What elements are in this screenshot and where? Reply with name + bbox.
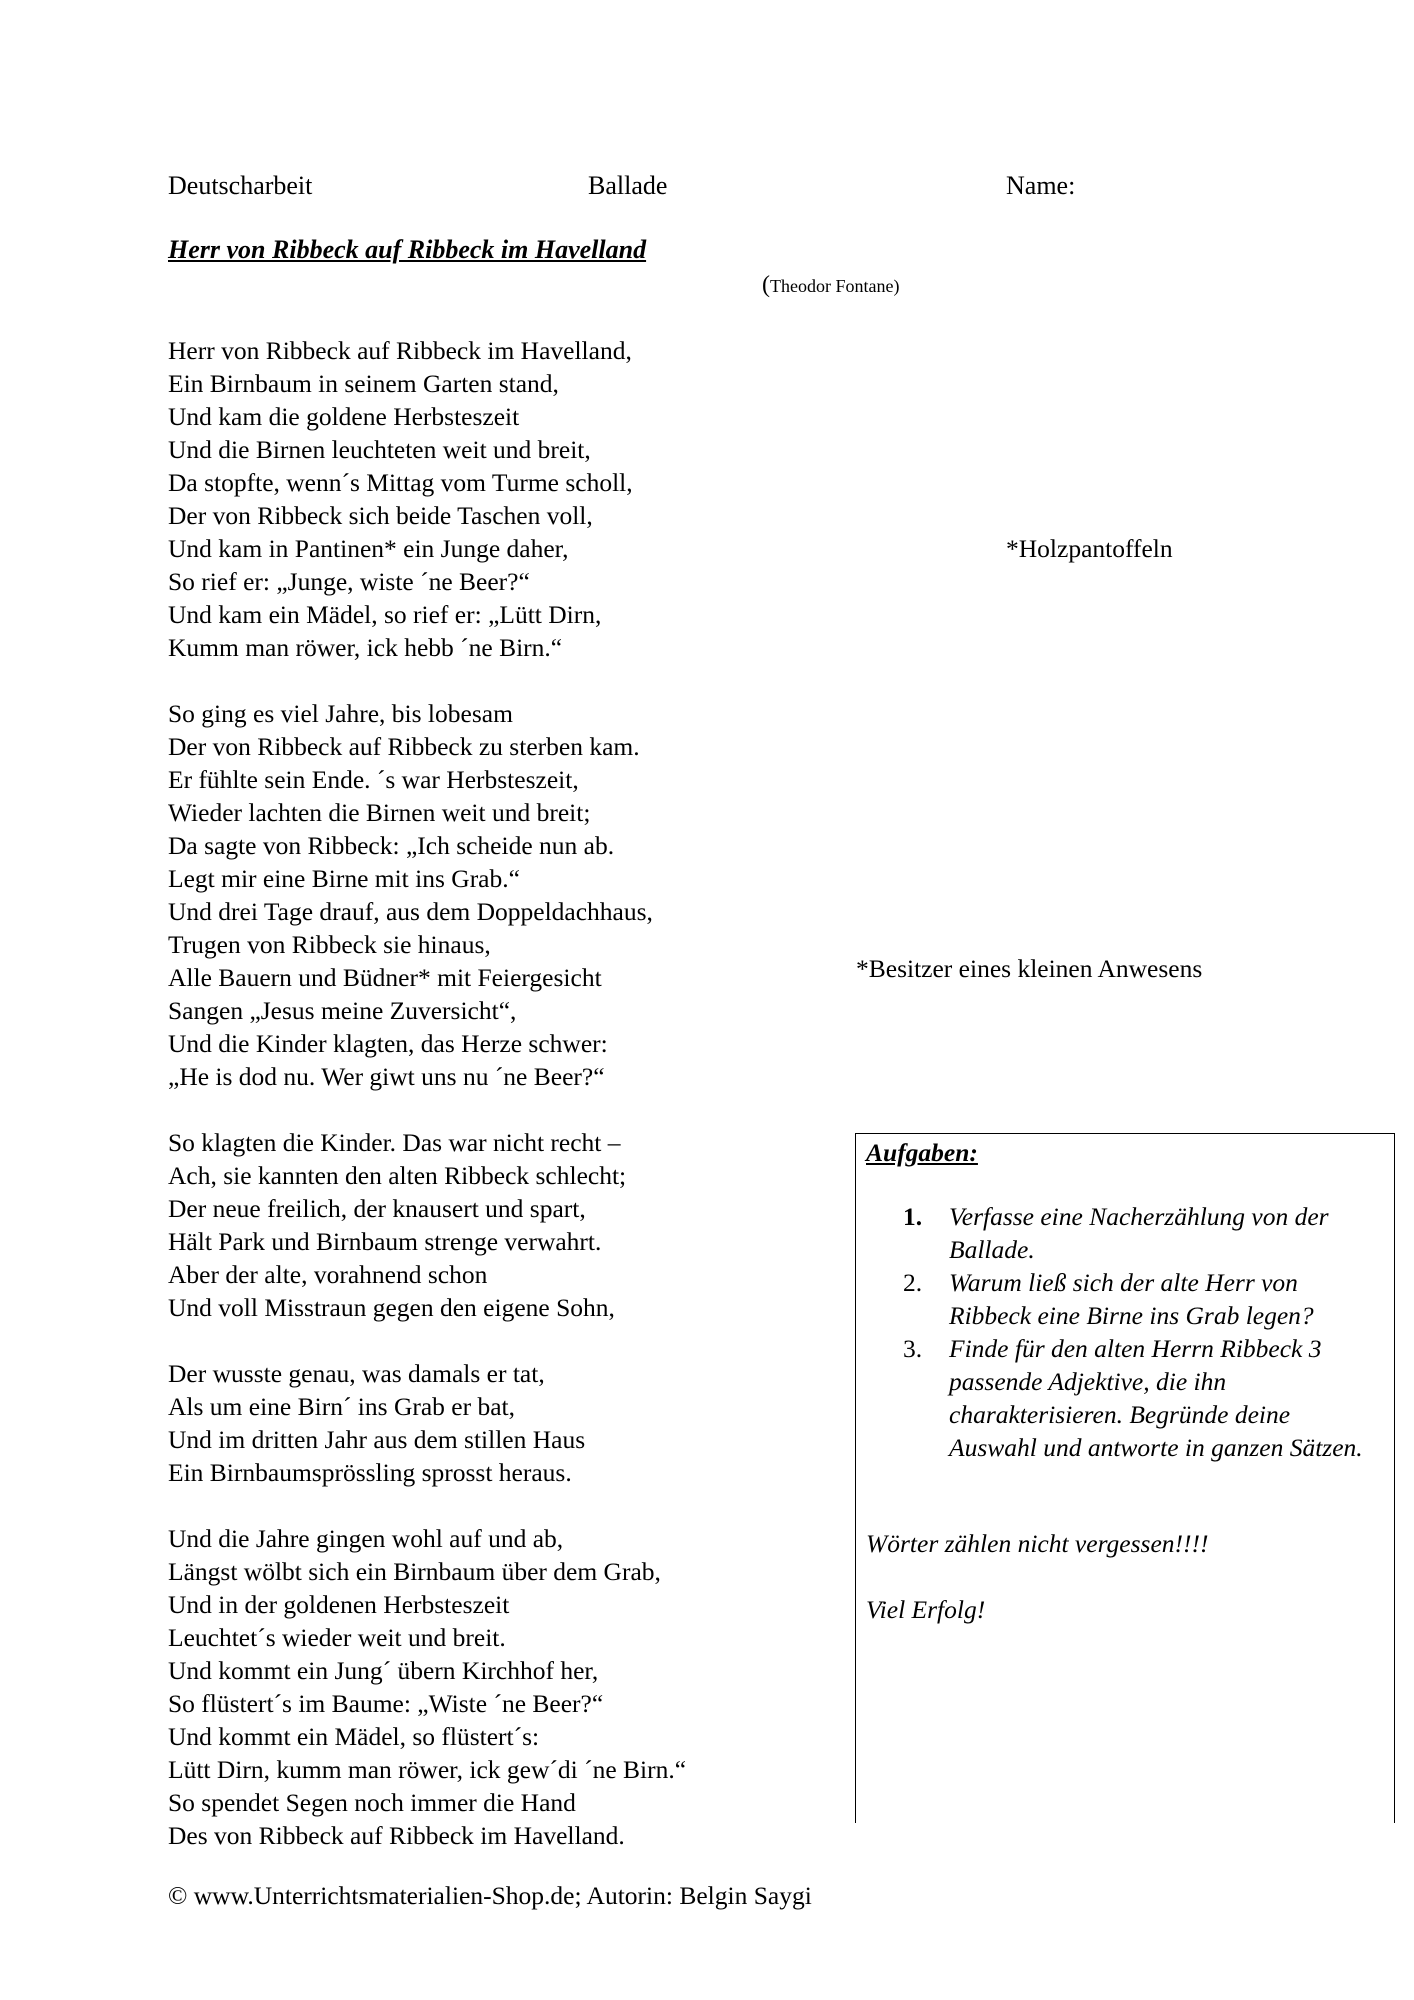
poem-line: Und kam die goldene Herbsteszeit [168, 402, 520, 431]
header-genre: Ballade [588, 171, 668, 200]
good-luck-note: Viel Erfolg! [866, 1595, 986, 1624]
poem-line: Der wusste genau, was damals er tat, [168, 1359, 545, 1388]
poem-line: Lütt Dirn, kumm man röwer, ick gew´di ´ne Birn.“ [168, 1755, 687, 1784]
header-subject: Deutscharbeit [168, 171, 313, 200]
stanza-5 [168, 1522, 686, 1852]
poem-line: Und die Jahre gingen wohl auf und ab, [168, 1524, 564, 1553]
stanza-4 [168, 1357, 686, 1489]
poem-line: Trugen von Ribbeck sie hinaus, [168, 930, 491, 959]
footnote-buedner: *Besitzer eines kleinen Anwesens [856, 954, 1203, 983]
poem-line: Der neue freilich, der knausert und spart, [168, 1194, 586, 1223]
poem-line: Hält Park und Birnbaum strenge verwahrt. [168, 1227, 602, 1256]
poem-line: Der von Ribbeck sich beide Taschen voll, [168, 501, 593, 530]
task-number: 1. [903, 1202, 923, 1231]
poem-line: Ein Birnbaum in seinem Garten stand, [168, 369, 559, 398]
poem-line: Aber der alte, vorahnend schon [168, 1260, 488, 1289]
poem-line: So rief er: „Junge, wiste ´ne Beer?“ [168, 567, 530, 596]
header-name-field: Name: [1006, 171, 1076, 200]
stanza-3 [168, 1126, 686, 1324]
author-name: Theodor Fontane) [770, 276, 900, 296]
poem-line: Des von Ribbeck auf Ribbeck im Havelland. [168, 1821, 625, 1850]
poem-line: Längst wölbt sich ein Birnbaum über dem Grab, [168, 1557, 661, 1586]
poem-line: Ach, sie kannten den alten Ribbeck schlecht; [168, 1161, 627, 1190]
poem-line: Alle Bauern und Büdner* mit Feiergesicht [168, 963, 602, 992]
poem-line: Und kommt ein Mädel, so flüstert´s: [168, 1722, 540, 1751]
poem-line: Und die Birnen leuchteten weit und breit, [168, 435, 591, 464]
author-open-paren: ( [762, 272, 770, 298]
poem-line: Sangen „Jesus meine Zuversicht“, [168, 996, 517, 1025]
word-count-reminder: Wörter zählen nicht vergessen!!!! [866, 1529, 1209, 1558]
poem-line: Wieder lachten die Birnen weit und breit; [168, 798, 591, 827]
task-item-3 [856, 1332, 1396, 1464]
poem-line: Und in der goldenen Herbsteszeit [168, 1590, 510, 1619]
poem-line: Da sagte von Ribbeck: „Ich scheide nun ab. [168, 831, 615, 860]
poem-line: Und kam ein Mädel, so rief er: „Lütt Dirn, [168, 600, 602, 629]
task-text: Verfasse eine Nacherzählung von der Ballade. [949, 1202, 1329, 1264]
task-text: Warum ließ sich der alte Herr von Ribbeck eine Birne ins Grab legen? [949, 1268, 1314, 1330]
poem-line: Und voll Misstraun gegen den eigene Sohn, [168, 1293, 615, 1322]
poem-line: Kumm man röwer, ick hebb ´ne Birn.“ [168, 633, 563, 662]
poem-line: „He is dod nu. Wer giwt uns nu ´ne Beer?“ [168, 1062, 605, 1091]
poem-line: So ging es viel Jahre, bis lobesam [168, 699, 513, 728]
poem-title: Herr von Ribbeck auf Ribbeck im Havelland [168, 235, 647, 264]
poem-line: Und im dritten Jahr aus dem stillen Haus [168, 1425, 586, 1454]
task-number: 2. [903, 1268, 923, 1297]
poem-line: Da stopfte, wenn´s Mittag vom Turme scholl, [168, 468, 633, 497]
poem-line: Und kam in Pantinen* ein Junge daher, [168, 534, 569, 563]
poem-line: Der von Ribbeck auf Ribbeck zu sterben kam. [168, 732, 640, 761]
poem-line: Legt mir eine Birne mit ins Grab.“ [168, 864, 520, 893]
poem-line: Und kommt ein Jung´ übern Kirchhof her, [168, 1656, 599, 1685]
poem-line: Leuchtet´s wieder weit und breit. [168, 1623, 506, 1652]
task-heading: Aufgaben: [866, 1138, 978, 1167]
poem-line: Und drei Tage drauf, aus dem Doppeldachhaus, [168, 897, 653, 926]
task-item-2 [856, 1266, 1396, 1332]
poem-body [168, 334, 686, 1852]
stanza-2 [168, 697, 686, 1093]
task-number: 3. [903, 1334, 923, 1363]
task-item-1 [856, 1200, 1396, 1266]
poem-line: Und die Kinder klagten, das Herze schwer: [168, 1029, 608, 1058]
poem-line: So klagten die Kinder. Das war nicht recht – [168, 1128, 621, 1157]
poem-line: Als um eine Birn´ ins Grab er bat, [168, 1392, 516, 1421]
poem-line: Er fühlte sein Ende. ´s war Herbsteszeit, [168, 765, 579, 794]
copyright-footer: © www.Unterrichtsmaterialien-Shop.de; Autorin: Belgin Saygi [168, 1881, 812, 1910]
task-text: Finde für den alten Herrn Ribbeck 3 passende Adjektive, die ihn charakterisieren. Begründe deine Auswahl und antworte in ganzen Sätzen. [949, 1334, 1363, 1462]
poem-author [762, 272, 899, 299]
task-box [855, 1133, 1395, 1823]
poem-line: So flüstert´s im Baume: „Wiste ´ne Beer?“ [168, 1689, 604, 1718]
task-list [856, 1200, 1396, 1464]
poem-line: Herr von Ribbeck auf Ribbeck im Havelland, [168, 336, 632, 365]
poem-line: So spendet Segen noch immer die Hand [168, 1788, 576, 1817]
poem-line: Ein Birnbaumsprössling sprosst heraus. [168, 1458, 572, 1487]
stanza-1 [168, 334, 686, 664]
footnote-holzpantoffeln: *Holzpantoffeln [1006, 534, 1173, 563]
